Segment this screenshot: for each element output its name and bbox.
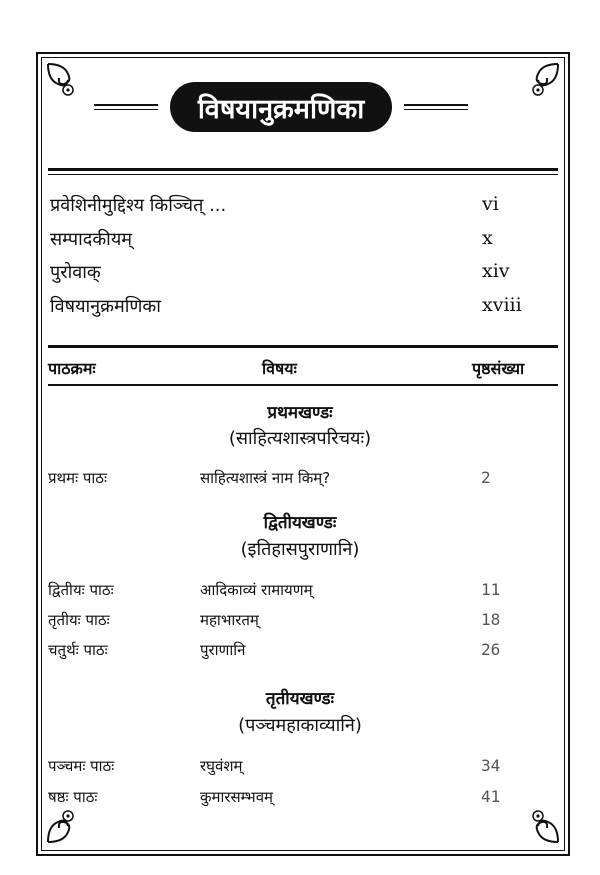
front-matter-title: पुरोवाक् xyxy=(50,262,101,283)
front-matter-title: प्रवेशिनीमुद्दिश्य किञ्चित् ... xyxy=(50,195,227,216)
front-matter-title: सम्पादकीयम् xyxy=(50,229,133,250)
lesson-number: द्वितीयः पाठः xyxy=(48,581,114,599)
section-title: तृतीयखण्डः xyxy=(265,689,335,709)
column-header-subject: विषयः xyxy=(262,359,297,378)
lesson-row[interactable] xyxy=(48,580,508,606)
column-header-lesson: पाठक्रमः xyxy=(48,359,96,378)
lesson-number: चतुर्थः पाठः xyxy=(48,641,108,659)
corner-ornament-top-right xyxy=(516,60,562,106)
divider-header-bottom xyxy=(48,384,558,386)
lesson-page: 11 xyxy=(481,580,501,599)
title-rule-right xyxy=(404,104,468,110)
column-header-page: पृष्ठसंख्या xyxy=(472,359,525,378)
section-subtitle: (इतिहासपुराणानि) xyxy=(240,539,360,560)
divider-header-top xyxy=(48,345,558,348)
page-title xyxy=(170,82,392,132)
lesson-page: 2 xyxy=(481,468,491,487)
lesson-number: तृतीयः पाठः xyxy=(48,611,110,629)
lesson-subject: पुराणानि xyxy=(200,641,246,659)
page-title-text: विषयानुक्रमणिका xyxy=(197,93,365,125)
front-matter-item[interactable] xyxy=(50,227,530,257)
title-rule-left xyxy=(94,104,158,110)
front-matter-title: विषयानुक्रमणिका xyxy=(50,296,161,317)
corner-ornament-bottom-right xyxy=(516,800,562,846)
front-matter-item[interactable] xyxy=(50,260,530,290)
lesson-row[interactable] xyxy=(48,787,508,813)
section-title: द्वितीयखण्डः xyxy=(263,513,337,533)
lesson-subject: कुमारसम्भवम् xyxy=(200,788,274,806)
lesson-number: प्रथमः पाठः xyxy=(48,469,108,487)
lesson-row[interactable] xyxy=(48,640,508,666)
front-matter-item[interactable] xyxy=(50,193,530,223)
section-subtitle: (पञ्चमहाकाव्यानि) xyxy=(238,715,362,736)
lesson-subject: महाभारतम् xyxy=(200,611,259,629)
section-title: प्रथमखण्डः xyxy=(267,403,333,423)
front-matter-item[interactable] xyxy=(50,294,530,324)
divider-top xyxy=(48,168,558,171)
lesson-number: पञ्चमः पाठः xyxy=(48,757,115,775)
lesson-page: 26 xyxy=(481,640,501,659)
divider-top-thin xyxy=(48,174,558,175)
lesson-row[interactable] xyxy=(48,610,508,636)
front-matter-page: xviii xyxy=(482,294,522,316)
lesson-subject: साहित्यशास्त्रं नाम किम्? xyxy=(200,469,331,487)
section-subtitle: (साहित्यशास्त्रपरिचयः) xyxy=(228,428,372,449)
lesson-subject: रघुवंशम् xyxy=(200,757,243,775)
lesson-page: 18 xyxy=(481,610,501,629)
lesson-page: 34 xyxy=(481,756,501,775)
lesson-number: षष्ठः पाठः xyxy=(48,788,98,806)
front-matter-page: x xyxy=(482,227,493,249)
front-matter-page: vi xyxy=(482,193,499,215)
lesson-page: 41 xyxy=(481,787,501,806)
lesson-row[interactable] xyxy=(48,468,508,494)
lesson-subject: आदिकाव्यं रामायणम् xyxy=(200,581,313,599)
front-matter-page: xiv xyxy=(482,260,510,282)
lesson-row[interactable] xyxy=(48,756,508,782)
corner-ornament-top-left xyxy=(44,60,90,106)
